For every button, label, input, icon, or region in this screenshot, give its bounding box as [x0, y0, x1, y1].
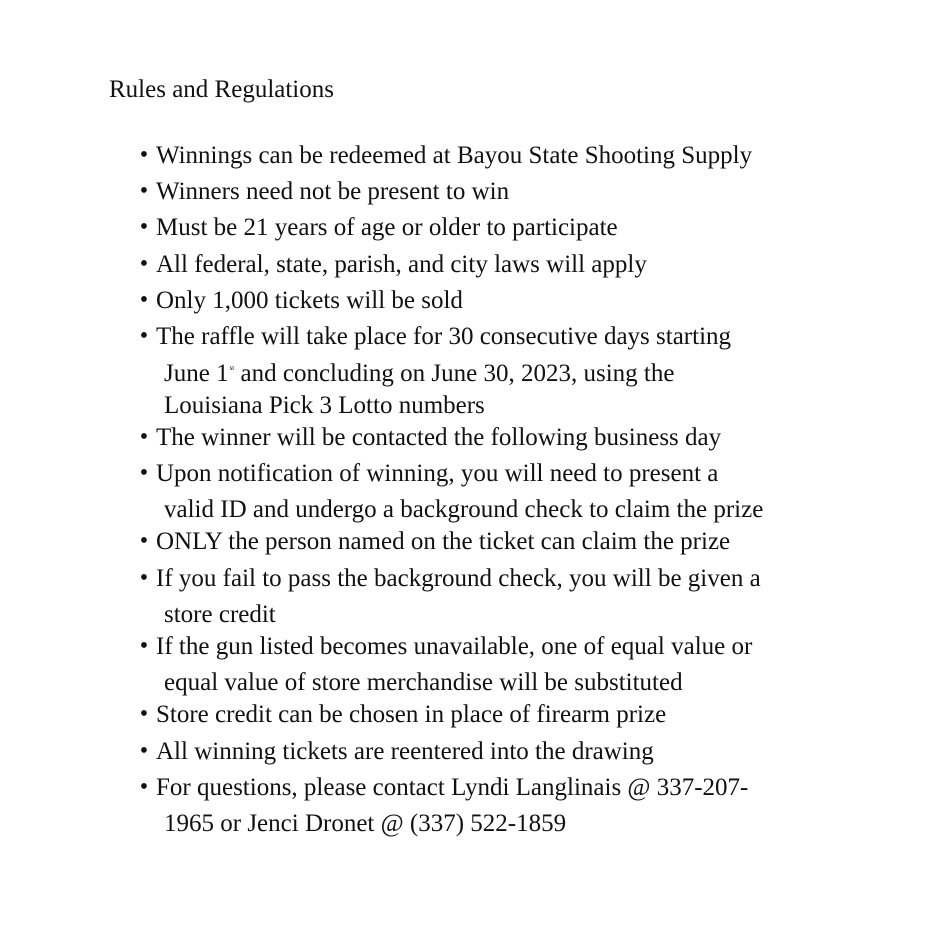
rule-text-continued: equal value of store merchandise will be substituted — [164, 669, 683, 696]
bullet: • — [139, 424, 149, 450]
bullet: • — [139, 323, 149, 349]
rule-text-continued: Louisiana Pick 3 Lotto numbers — [164, 392, 485, 419]
bullet: • — [139, 287, 149, 313]
rule-text: ONLY the person named on the ticket can claim the prize — [156, 528, 731, 555]
rule-text: If the gun listed becomes unavailable, one of equal value or — [156, 633, 753, 660]
rule-text: All winning tickets are reentered into the drawing — [156, 738, 654, 765]
bullet: • — [139, 214, 149, 240]
rule-text: For questions, please contact Lyndi Langlinais @ 337-207- — [156, 774, 749, 801]
rule-text-continued: 1965 or Jenci Dronet @ (337) 522-1859 — [164, 810, 567, 837]
rule-text-continued: store credit — [164, 601, 276, 628]
rule-text: Winnings can be redeemed at Bayou State Shooting Supply — [156, 142, 753, 169]
rule-text-continued: valid ID and undergo a background check to claim the prize — [164, 496, 764, 523]
bullet: • — [139, 142, 149, 168]
bullet: • — [139, 528, 149, 554]
rule-text: All federal, state, parish, and city laws will apply — [156, 251, 647, 278]
bullet: • — [139, 633, 149, 659]
bullet: • — [139, 178, 149, 204]
rule-text: Winners need not be present to win — [156, 178, 510, 205]
bullet: • — [139, 565, 149, 591]
rule-text: Store credit can be chosen in place of firearm prize — [156, 701, 667, 728]
bullet: • — [139, 701, 149, 727]
date-text-rest: and concluding on June 30, 2023, using the — [234, 360, 675, 387]
page-title: Rules and Regulations — [109, 76, 334, 103]
rule-text: Must be 21 years of age or older to participate — [156, 214, 618, 241]
rule-text: If you fail to pass the background check, you will be given a — [156, 565, 761, 592]
rule-text: The winner will be contacted the following business day — [156, 424, 722, 451]
date-text: June 1 — [164, 360, 229, 387]
ordinal-suffix: st — [229, 364, 235, 372]
bullet: • — [139, 251, 149, 277]
rule-text: Only 1,000 tickets will be sold — [156, 287, 463, 314]
bullet: • — [139, 738, 149, 764]
bullet: • — [139, 460, 149, 486]
bullet: • — [139, 774, 149, 800]
rule-text: Upon notification of winning, you will need to present a — [156, 460, 719, 487]
rule-text: The raffle will take place for 30 consecutive days starting — [156, 323, 732, 350]
rule-text-continued — [164, 357, 674, 390]
